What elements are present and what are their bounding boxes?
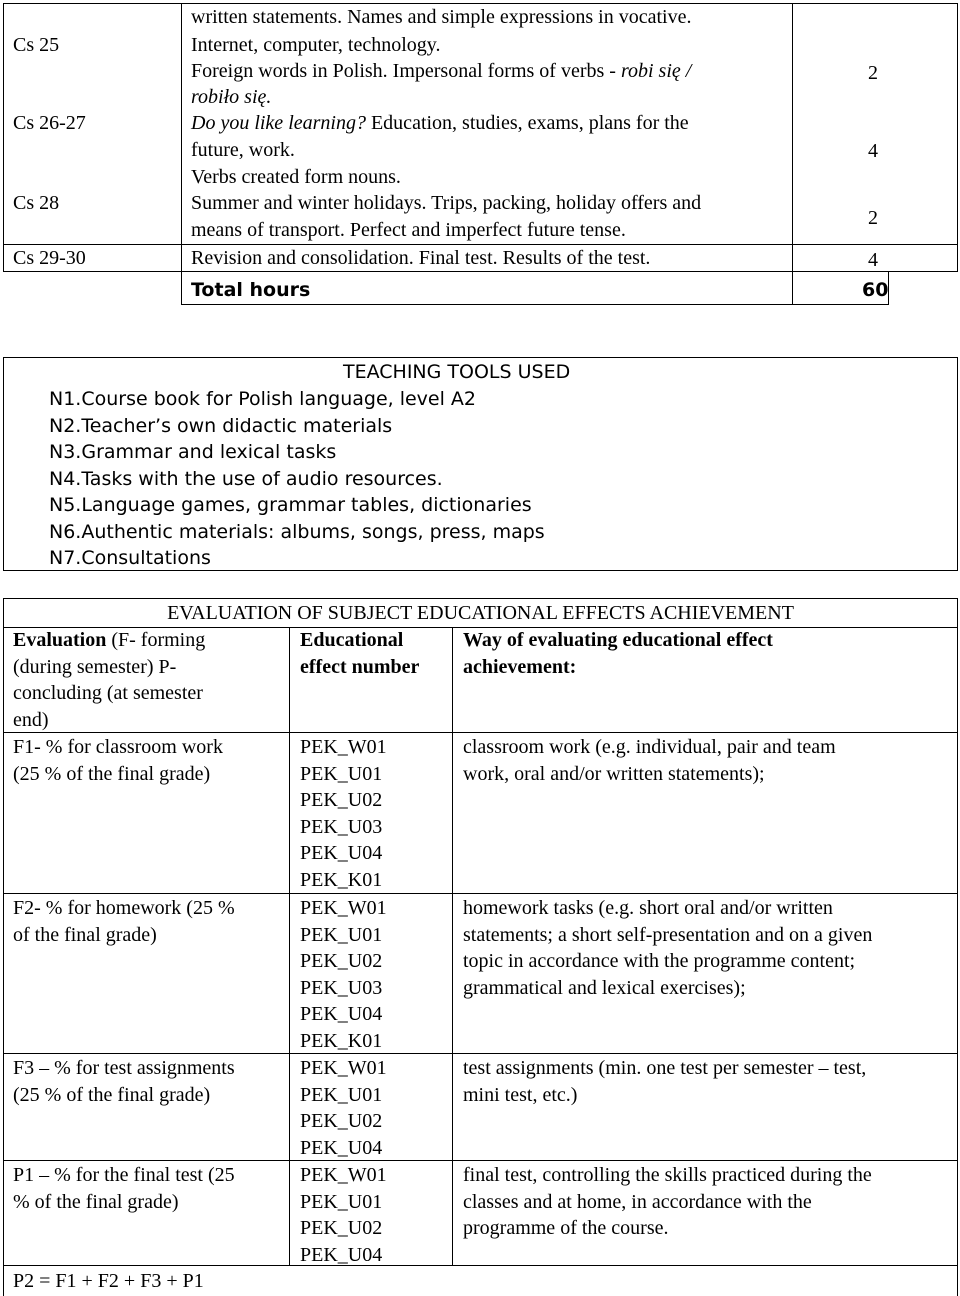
way-cell [463,895,872,1001]
header-evaluation-bold: Evaluation [13,629,107,651]
effect-code: PEK_W01 [300,897,387,919]
effect-code: PEK_U02 [300,950,383,972]
row-hours: 4 [868,140,878,162]
row-topic-line: Summer and winter holidays. Trips, packing, holiday offers and [191,192,702,214]
teaching-tool-item: N7.Consultations [49,547,211,569]
evaluation-cell [13,1055,235,1108]
header-evaluation-text: (F- forming [106,629,206,651]
effect-code: PEK_W01 [300,736,387,758]
table-col-divider [181,3,182,305]
table-col-divider [792,3,793,305]
effect-code: PEK_U02 [300,1217,383,1239]
row-topic-line: Internet, computer, technology. [191,34,441,56]
effect-code: PEK_U03 [300,976,383,999]
effects-cell [300,1162,387,1268]
header-line: effect number [300,655,420,678]
row-code: Cs 28 [13,192,60,214]
teaching-tool-item: N4.Tasks with the use of audio resources. [49,467,443,490]
way-line: work, oral and/or written statements); [463,762,765,785]
row-topic-line: future, work. [191,139,295,161]
total-hours-value: 60 [862,279,889,301]
way-line: statements; a short self-presentation and on a given [463,923,873,946]
row-topic-line: robiło się. [191,86,272,108]
effect-code: PEK_U02 [300,789,383,811]
effect-code: PEK_U01 [300,762,383,785]
evaluation-cell [13,895,235,948]
way-line: classroom work (e.g. individual, pair and team [463,736,836,758]
table-row-divider [3,893,958,894]
way-line: final test, controlling the skills practiced during the [463,1164,872,1186]
header-line: Educational [300,629,404,651]
header-effect-number [300,627,419,680]
effect-code: PEK_U03 [300,815,383,838]
table-border-left [3,3,4,271]
evaluation-title: EVALUATION OF SUBJECT EDUCATIONAL EFFECTS ACHIEVEMENT [167,602,794,624]
row-topic-text: Foreign words in Polish. Impersonal forms of verbs - [191,60,621,82]
effect-code: PEK_K01 [300,1029,383,1052]
effect-code: PEK_U04 [300,842,383,864]
table-col-divider [289,627,290,1265]
header-evaluation [13,627,205,733]
header-evaluation-line [13,627,205,654]
effects-cell [300,1055,387,1161]
table-border-left [3,598,4,1296]
row-topic-italic: robi się / [620,60,692,82]
evaluation-cell [13,734,223,787]
way-line: homework tasks (e.g. short oral and/or written [463,897,833,919]
effect-code: PEK_W01 [300,1164,387,1186]
header-evaluation-line: end) [13,708,49,731]
way-line: mini test, etc.) [463,1083,578,1106]
effect-code: PEK_W01 [300,1057,387,1079]
evaluation-line: (25 % of the final grade) [13,762,211,785]
row-hours: 4 [868,249,878,271]
way-line: test assignments (min. one test per semester – test, [463,1057,867,1079]
row-code: Cs 29-30 [13,247,86,269]
teaching-tools-title: TEACHING TOOLS USED [343,361,571,383]
header-line: Way of evaluating educational effect [463,629,773,651]
way-line: topic in accordance with the programme content; [463,950,856,972]
effects-cell [300,734,387,893]
way-line: programme of the course. [463,1217,669,1239]
teaching-tools-list [49,386,545,572]
evaluation-cell [13,1162,235,1215]
evaluation-line: F3 – % for test assignments [13,1057,235,1079]
final-grade-formula: P2 = F1 + F2 + F3 + P1 [13,1270,204,1292]
teaching-tool-item: N6.Authentic materials: albums, songs, press, maps [49,520,545,543]
row-hours: 2 [868,62,878,84]
teaching-tool-item: N3.Grammar and lexical tasks [49,441,337,463]
evaluation-line: F2- % for homework (25 % [13,897,235,919]
effects-cell [300,895,387,1054]
way-cell [463,1162,872,1242]
evaluation-line: F1- % for classroom work [13,736,223,758]
row-topic-line [191,58,691,85]
table-col-divider [452,627,453,1265]
row-topic-line: Verbs created form nouns. [191,166,401,188]
table-row-divider [3,1160,958,1161]
row-topic-text: Education, studies, exams, plans for the [365,112,689,134]
box-border-top [3,357,958,358]
box-border-right [957,357,958,571]
table-row-divider [3,1265,958,1266]
table-border-right [957,598,958,1296]
way-cell [463,734,836,787]
row-topic-line: written statements. Names and simple expressions in vocative. [191,6,692,28]
teaching-tool-item: N2.Teacher’s own didactic materials [49,414,393,437]
header-evaluation-line: concluding (at semester [13,682,203,704]
evaluation-line: % of the final grade) [13,1190,179,1213]
evaluation-line: (25 % of the final grade) [13,1083,211,1106]
effect-code: PEK_K01 [300,868,383,891]
row-topic-italic: Do you like learning? [191,112,366,134]
way-line: classes and at home, in accordance with the [463,1190,812,1213]
teaching-tool-item: N1.Course book for Polish language, level A2 [49,388,477,410]
effect-code: PEK_U01 [300,923,383,946]
row-hours: 2 [868,207,878,229]
teaching-tool-item: N5.Language games, grammar tables, dictionaries [49,494,532,516]
effect-code: PEK_U02 [300,1110,383,1132]
header-evaluation-line: (during semester) P- [13,655,177,678]
effect-code: PEK_U04 [300,1136,383,1159]
row-topic-line: Revision and consolidation. Final test. Results of the test. [191,247,651,269]
row-code: Cs 26-27 [13,112,86,134]
way-cell [463,1055,866,1108]
header-way-of-evaluating [463,627,773,680]
row-code: Cs 25 [13,34,60,56]
box-border-left [3,357,4,571]
effect-code: PEK_U01 [300,1083,383,1106]
table-border-bottom [181,304,888,305]
table-border-top [3,598,958,599]
row-topic-line: means of transport. Perfect and imperfect future tense. [191,219,626,241]
effect-code: PEK_U04 [300,1003,383,1025]
effect-code: PEK_U04 [300,1243,383,1266]
table-row-divider [3,1053,958,1054]
row-topic-line [191,110,689,137]
evaluation-line: of the final grade) [13,923,157,946]
effect-code: PEK_U01 [300,1190,383,1213]
evaluation-line: P1 – % for the final test (25 [13,1164,235,1186]
table-border-right [957,3,958,271]
header-line: achievement: [463,655,577,678]
total-hours-label: Total hours [191,279,311,301]
way-line: grammatical and lexical exercises); [463,976,746,999]
